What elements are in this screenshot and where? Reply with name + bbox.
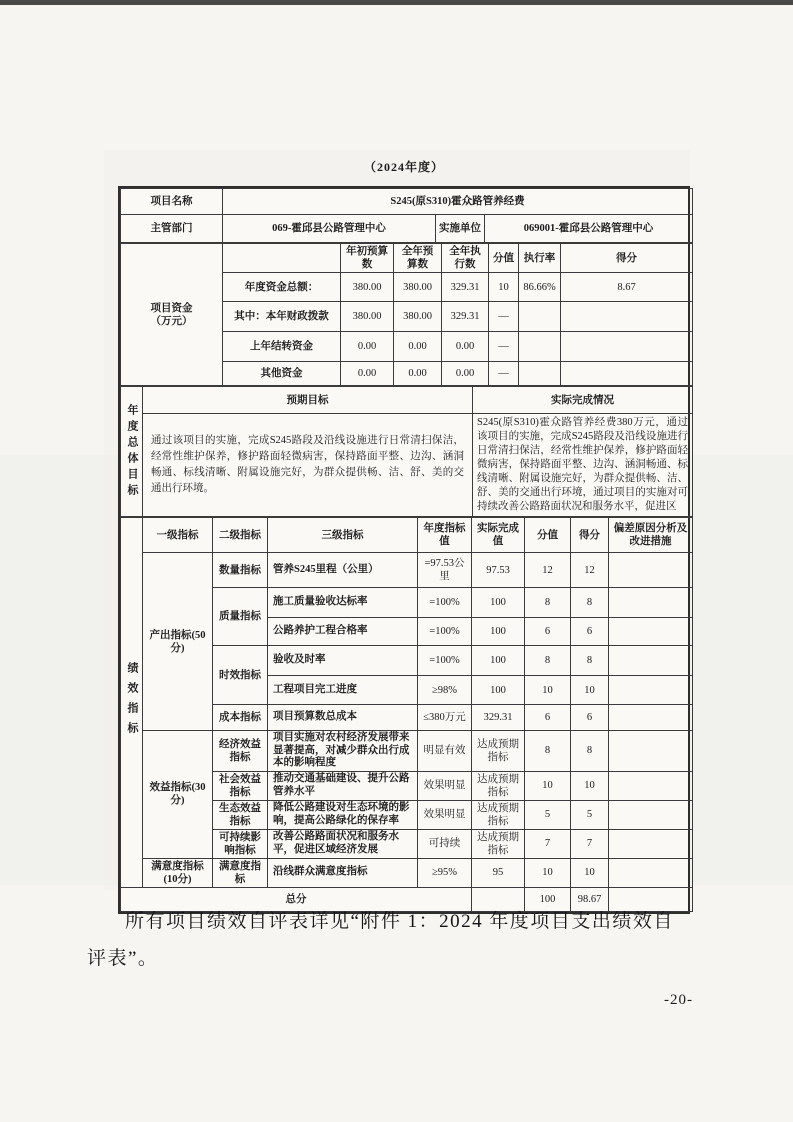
funds-annual: 0.00 xyxy=(394,332,442,362)
perf-target-cell: ≤380万元 xyxy=(418,705,472,731)
performance-indicators-table xyxy=(120,517,693,912)
funds-annual: 380.00 xyxy=(394,273,442,302)
perf-actual-cell: 100 xyxy=(472,588,525,618)
perf-deviation-cell xyxy=(609,705,693,731)
perf-target-cell: 效果明显 xyxy=(418,800,472,829)
perf-header-l2: 二级指标 xyxy=(213,518,268,553)
total-score: 98.67 xyxy=(571,887,609,911)
funds-points: — xyxy=(489,332,519,362)
department-label: 主管部门 xyxy=(121,215,223,243)
goal-actual-header: 实际完成情况 xyxy=(473,387,693,414)
perf-points-cell: 10 xyxy=(525,858,571,887)
perf-points-cell: 6 xyxy=(525,705,571,731)
funds-row-label: 其中：本年财政拨款 xyxy=(223,302,341,332)
funds-row-label: 上年结转资金 xyxy=(223,332,341,362)
funds-row-label: 其他资金 xyxy=(223,362,341,386)
perf-points-cell: 5 xyxy=(525,800,571,829)
total-label: 总分 xyxy=(121,887,472,911)
goal-side-cell xyxy=(121,387,143,517)
project-funds-table xyxy=(120,243,693,386)
perf-target-cell: =97.53公里 xyxy=(418,553,472,588)
perf-l3-cell: 降低公路建设对生态环境的影响，提高公路绿化的保存率 xyxy=(268,800,418,829)
perf-actual-cell: 达成预期指标 xyxy=(472,771,525,800)
perf-target-cell: ≥98% xyxy=(418,676,472,705)
perf-deviation-cell xyxy=(609,731,693,772)
self-evaluation-table xyxy=(118,186,690,914)
perf-l1-benefit: 效益指标(30分) xyxy=(143,731,213,859)
funds-points: — xyxy=(489,302,519,332)
perf-points-cell: 10 xyxy=(525,676,571,705)
perf-l2-cell: 经济效益指标 xyxy=(213,731,268,772)
funds-header-initial: 年初预算数 xyxy=(341,244,394,273)
perf-points-cell: 6 xyxy=(525,618,571,646)
perf-header-l3: 三级指标 xyxy=(268,518,418,553)
perf-actual-cell: 达成预期指标 xyxy=(472,731,525,772)
perf-target-cell: 明显有效 xyxy=(418,731,472,772)
perf-actual-cell: 100 xyxy=(472,618,525,646)
funds-executed: 329.31 xyxy=(442,302,489,332)
annual-goal-table xyxy=(120,386,693,517)
perf-header-target: 年度指标值 xyxy=(418,518,472,553)
page-title: （2024年度） xyxy=(363,160,444,174)
perf-points-cell: 8 xyxy=(525,646,571,676)
perf-actual-cell: 95 xyxy=(472,858,525,887)
perf-actual-cell: 97.53 xyxy=(472,553,525,588)
perf-l2-cell: 数量指标 xyxy=(213,553,268,588)
funds-executed: 0.00 xyxy=(442,332,489,362)
perf-header-points: 分值 xyxy=(525,518,571,553)
perf-actual-cell: 达成预期指标 xyxy=(472,800,525,829)
project-name-label: 项目名称 xyxy=(121,189,223,215)
unit-label: 实施单位 xyxy=(436,215,485,243)
goal-side-label: 年度总体目标 xyxy=(126,403,138,500)
funds-score xyxy=(561,302,693,332)
perf-points-cell: 8 xyxy=(525,731,571,772)
goal-content-row xyxy=(121,414,693,517)
funds-score xyxy=(561,362,693,386)
perf-points-cell: 7 xyxy=(525,829,571,858)
perf-l3-cell: 验收及时率 xyxy=(268,646,418,676)
funds-points: — xyxy=(489,362,519,386)
perf-row-quantity xyxy=(121,553,693,588)
perf-l2-cost: 成本指标 xyxy=(213,705,268,731)
perf-deviation-cell xyxy=(609,618,693,646)
goal-expected-text: 通过该项目的实施，完成S245路段及沿线设施进行日常清扫保洁，经常性维护保养，修护路面轻微病害，保持路面平整、边沟、涵洞畅通、标线清晰、附属设施完好，为群众提供畅、洁、舒、美的交通出行环境。 xyxy=(143,414,473,517)
perf-l3-cell: 工程项目完工进度 xyxy=(268,676,418,705)
funds-header-points: 分值 xyxy=(489,244,519,273)
perf-l2-cell: 生态效益指标 xyxy=(213,800,268,829)
perf-score-cell: 8 xyxy=(571,731,609,772)
perf-l3-cell: 推动交通基础建设、提升公路管养水平 xyxy=(268,771,418,800)
unit-value: 069001-霍邱县公路管理中心 xyxy=(485,215,693,243)
perf-l3-cell: 施工质量验收达标率 xyxy=(268,588,418,618)
perf-points-cell: 10 xyxy=(525,771,571,800)
perf-l2-timeliness: 时效指标 xyxy=(213,646,268,705)
perf-score-cell: 8 xyxy=(571,588,609,618)
funds-header-annual: 全年预算数 xyxy=(394,244,442,273)
goal-actual-text: S245(原S310)霍众路管养经费380万元，通过该项目的实施，完成S245路段及沿线设施进行日常清扫保洁，经常性维护保养，修护路面轻微病害，保持路面平整、边沟、涵洞畅通、标线清晰、附属设施完好，为群众提供畅、洁、舒、美的交通出行环境，通过项目的实施对可持续改善公路路面状况和服务水平，促进区 xyxy=(473,414,693,517)
perf-l3-cell: 管养S245里程（公里） xyxy=(268,553,418,588)
perf-deviation-cell xyxy=(609,646,693,676)
perf-score-cell: 6 xyxy=(571,618,609,646)
funds-executed: 0.00 xyxy=(442,362,489,386)
funds-side-label-text: 项目资金（万元） xyxy=(150,302,193,327)
funds-header-executed: 全年执行数 xyxy=(442,244,489,273)
funds-annual: 380.00 xyxy=(394,302,442,332)
perf-row-satisfaction xyxy=(121,858,693,887)
project-name-value: S245(原S310)霍众路管养经费 xyxy=(223,189,693,215)
perf-actual-cell: 100 xyxy=(472,646,525,676)
perf-score-cell: 5 xyxy=(571,800,609,829)
perf-points-cell: 12 xyxy=(525,553,571,588)
perf-deviation-cell xyxy=(609,829,693,858)
goal-expected-header: 预期目标 xyxy=(143,387,473,414)
project-name-row xyxy=(121,189,693,215)
perf-header-actual: 实际完成值 xyxy=(472,518,525,553)
funds-side-label xyxy=(121,244,223,386)
perf-deviation-cell xyxy=(609,858,693,887)
perf-deviation-cell xyxy=(609,676,693,705)
perf-deviation-cell xyxy=(609,553,693,588)
perf-header-l1: 一级指标 xyxy=(143,518,213,553)
funds-rate xyxy=(519,362,561,386)
funds-header-score: 得分 xyxy=(561,244,693,273)
perf-score-cell: 7 xyxy=(571,829,609,858)
funds-rate xyxy=(519,332,561,362)
perf-l1-output: 产出指标(50分) xyxy=(143,553,213,731)
funds-annual: 0.00 xyxy=(394,362,442,386)
perf-target-cell: =100% xyxy=(418,618,472,646)
perf-l3-cell: 项目预算数总成本 xyxy=(268,705,418,731)
perf-score-cell: 8 xyxy=(571,646,609,676)
perf-score-cell: 6 xyxy=(571,705,609,731)
perf-deviation-cell xyxy=(609,800,693,829)
perf-l2-cell: 社会效益指标 xyxy=(213,771,268,800)
perf-score-cell: 10 xyxy=(571,858,609,887)
perf-l3-cell: 沿线群众满意度指标 xyxy=(268,858,418,887)
perf-side-cell xyxy=(121,518,143,888)
perf-side-label: 绩效指标 xyxy=(126,662,138,743)
funds-rate xyxy=(519,302,561,332)
department-value: 069-霍邱县公路管理中心 xyxy=(223,215,436,243)
perf-score-cell: 10 xyxy=(571,676,609,705)
funds-initial: 380.00 xyxy=(341,302,394,332)
project-info-table xyxy=(120,188,693,243)
department-row xyxy=(121,215,693,243)
perf-target-cell: =100% xyxy=(418,646,472,676)
funds-header-row xyxy=(121,244,693,273)
funds-score: 8.67 xyxy=(561,273,693,302)
goal-header-row xyxy=(121,387,693,414)
perf-l3-cell: 项目实施对农村经济发展带来显著提高，对减少群众出行成本的影响程度 xyxy=(268,731,418,772)
perf-header-deviation: 偏差原因分析及改进措施 xyxy=(609,518,693,553)
perf-actual-cell: 100 xyxy=(472,676,525,705)
perf-actual-cell: 达成预期指标 xyxy=(472,829,525,858)
perf-l2-cell: 满意度指标 xyxy=(213,858,268,887)
funds-initial: 380.00 xyxy=(341,273,394,302)
perf-deviation-cell xyxy=(609,771,693,800)
perf-l2-cell: 可持续影响指标 xyxy=(213,829,268,858)
perf-deviation-cell xyxy=(609,588,693,618)
scan-edge-artifact xyxy=(0,0,793,5)
page-number: -20- xyxy=(664,992,693,1008)
perf-points-cell: 8 xyxy=(525,588,571,618)
perf-actual-cell: 329.31 xyxy=(472,705,525,731)
perf-target-cell: =100% xyxy=(418,588,472,618)
perf-score-cell: 12 xyxy=(571,553,609,588)
funds-initial: 0.00 xyxy=(341,362,394,386)
funds-header-rate: 执行率 xyxy=(519,244,561,273)
funds-executed: 329.31 xyxy=(442,273,489,302)
perf-l2-quality: 质量指标 xyxy=(213,588,268,646)
funds-points: 10 xyxy=(489,273,519,302)
total-points: 100 xyxy=(525,887,571,911)
funds-row-label: 年度资金总额： xyxy=(223,273,341,302)
perf-target-cell: 可持续 xyxy=(418,829,472,858)
perf-target-cell: 效果明显 xyxy=(418,771,472,800)
perf-header-score: 得分 xyxy=(571,518,609,553)
perf-row-economic xyxy=(121,731,693,772)
perf-l1-satisfaction: 满意度指标(10分) xyxy=(143,858,213,887)
perf-l3-cell: 改善公路路面状况和服务水平，促进区域经济发展 xyxy=(268,829,418,858)
footer-note: 所有项目绩效自评表详见“附件 1：2024 年度项目支出绩效自评表”。 xyxy=(87,911,674,969)
funds-score xyxy=(561,332,693,362)
funds-rate: 86.66% xyxy=(519,273,561,302)
perf-score-cell: 10 xyxy=(571,771,609,800)
perf-l3-cell: 公路养护工程合格率 xyxy=(268,618,418,646)
perf-header-row xyxy=(121,518,693,553)
funds-header-blank xyxy=(223,244,341,273)
funds-initial: 0.00 xyxy=(341,332,394,362)
perf-target-cell: ≥95% xyxy=(418,858,472,887)
